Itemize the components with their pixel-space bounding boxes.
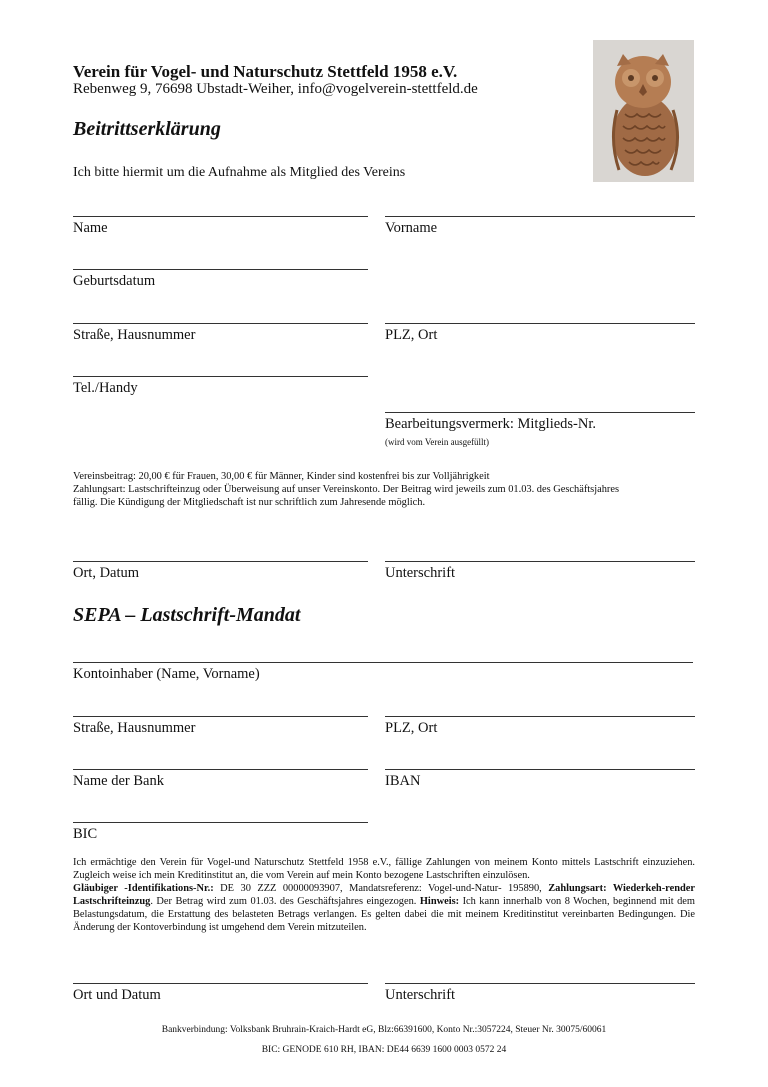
tel-label: Tel./Handy [73,380,138,396]
kontoinhaber-label: Kontoinhaber (Name, Vorname) [73,666,260,682]
bearbeitungsvermerk-label: Bearbeitungsvermerk: Mitglieds-Nr. [385,416,597,432]
sepa-plz-ort-line[interactable] [385,716,695,717]
ort-datum-line[interactable] [73,561,368,562]
zahlungsart-label: Zahlungsart: Wiederkeh-render Lastschrifteinzug [73,883,695,907]
sepa-unterschrift-label: Unterschrift [385,987,456,1003]
sepa-unterschrift-line[interactable] [385,983,695,984]
fee-line-2: Zahlungsart: Lastschrifteinzug oder Überweisung auf unser Vereinskonto. Der Beitrag wird jeweils zum 01.03. des Geschäftsjahres [73,484,620,495]
geburtsdatum-line[interactable] [73,269,368,270]
owl-sculpture-image [593,40,694,182]
sepa-ort-datum-line[interactable] [73,983,368,984]
sepa-mandate-text [73,856,695,934]
kontoinhaber-line[interactable] [73,662,693,663]
bic-line[interactable] [73,822,368,823]
name-label: Name [73,220,108,236]
bearbeitungsvermerk-note: (wird vom Verein ausgefüllt) [385,437,490,447]
glaeubiger-text: DE 30 ZZZ 00000093907, Mandatsreferenz: Vogel-und-Natur- 195890, [213,883,549,894]
unterschrift-line[interactable] [385,561,695,562]
iban-line[interactable] [385,769,695,770]
fee-line-3: fällig. Die Kündigung der Mitgliedschaft ist nur schriftlich zum Jahresende möglich. [73,497,426,508]
geburtsdatum-label: Geburtsdatum [73,273,156,289]
bank-label: Name der Bank [73,773,164,789]
fee-info [73,470,703,509]
bic-label: BIC [73,826,98,842]
plz-ort-line[interactable] [385,323,695,324]
sepa-plz-ort-label: PLZ, Ort [385,720,438,736]
bank-line[interactable] [73,769,368,770]
glaeubiger-label: Gläubiger -Identifikations-Nr.: [73,883,214,894]
sepa-strasse-line[interactable] [73,716,368,717]
strasse-line[interactable] [73,323,368,324]
unterschrift-label: Unterschrift [385,565,456,581]
footer-bank-details: Bankverbindung: Volksbank Bruhrain-Kraich-Hardt eG, Blz:66391600, Konto Nr.:3057224, Steuer Nr. 30075/60061 [161,1025,607,1035]
name-line[interactable] [73,216,368,217]
tel-line[interactable] [73,376,368,377]
plz-ort-label: PLZ, Ort [385,327,438,343]
mandate-paragraph-2 [73,882,695,934]
sepa-ort-datum-label: Ort und Datum [73,987,161,1003]
ort-datum-label: Ort, Datum [73,565,140,581]
iban-label: IBAN [385,773,421,789]
mandate-paragraph-3: beginnend mit dem Belastungsdatum, die Erstattung des belasteten Betrags verlangen. Es gelten dabei die mit meinem Kreditinstitut vereinbarten Bedingungen. Die Änderung der Kontoverbindung ist umgehend dem Verein mitzuteilen. [73,896,695,933]
organization-address: Rebenweg 9, 76698 Ubstadt-Weiher, info@vogelverein-stettfeld.de [73,81,478,97]
vorname-label: Vorname [385,220,438,236]
mandate-paragraph-1: Ich ermächtige den Verein für Vogel-und Naturschutz Stettfeld 1958 e.V., fällige Zahlungen von meinem Konto mittels Lastschrift einzuziehen. Zugleich weise ich mein Kreditinstitut an, die vom Verein auf mein Konto bezogene Lastschriften einzulösen. [73,857,695,881]
zahlungsart-text: . Der Betrag wird zum 01.03. des Geschäftsjahres eingezogen. [150,896,420,907]
fee-line-1: Vereinsbeitrag: 20,00 € für Frauen, 30,00 € für Männer, Kinder sind kostenfrei bis zur Volljährigkeit [73,471,490,482]
hinweis-text: Ich kann innerhalb von 8 Wochen, [459,896,610,907]
sepa-strasse-label: Straße, Hausnummer [73,720,196,736]
membership-intro: Ich bitte hiermit um die Aufnahme als Mitglied des Vereins [73,165,406,180]
footer-bic-iban: BIC: GENODE 610 RH, IBAN: DE44 6639 1600 0003 0572 24 [261,1045,507,1055]
sepa-title: SEPA – Lastschrift-Mandat [73,604,301,626]
strasse-label: Straße, Hausnummer [73,327,196,343]
mitglieds-nr-line [385,412,695,413]
organization-name: Verein für Vogel- und Naturschutz Stettfeld 1958 e.V. [73,62,458,81]
membership-title: Beitrittserklärung [73,118,221,140]
vorname-line[interactable] [385,216,695,217]
hinweis-label: Hinweis: [419,896,460,907]
